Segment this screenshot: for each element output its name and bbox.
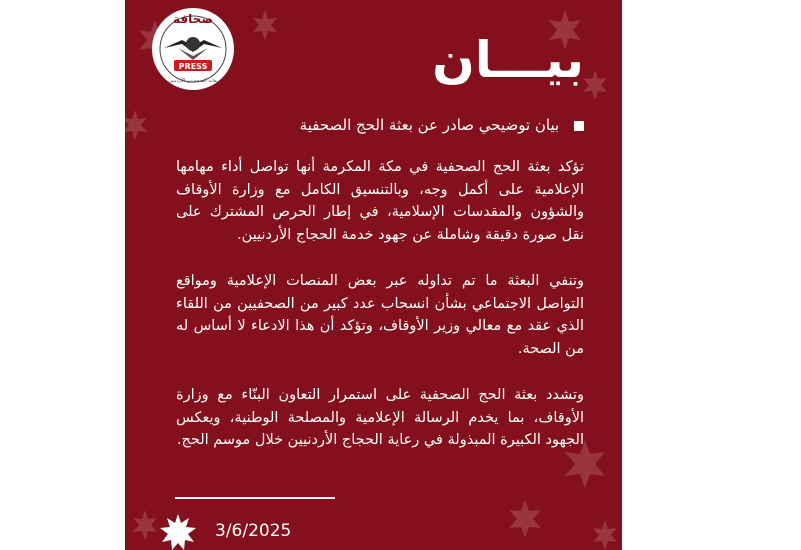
square-bullet-icon — [574, 121, 584, 131]
paragraph-1: تؤكد بعثة الحج الصحفية في مكة المكرمة أنها تواصل أداء مهامها الإعلامية على أكمل وجه، وبالتنسيق الكامل مع وزارة الأوقاف والشؤون والمقدسات الإسلامية، في إطار الحرص المشترك على نقل صورة دقيقة وشاملة عن جهود خدمة الحجاج الأردنيين. — [176, 159, 584, 243]
subtitle: بيان توضيحي صادر عن بعثة الحج الصحفية — [299, 116, 560, 134]
jordan-star-icon — [160, 514, 196, 550]
press-logo-icon — [150, 6, 236, 92]
logo-badge-text: PRESS — [178, 62, 208, 71]
logo-ring-text: نقابة الصحفيين الأردنيين — [168, 78, 218, 84]
paragraph-3: وتشدد بعثة الحج الصحفية على استمرار التعاون البنّاء مع وزارة الأوقاف، بما يخدم الرسالة الإعلامية والمصلحة الوطنية، ويعكس الجهود الكبيرة المبذولة في رعاية الحجاج الأردنيين خلال موسم الحج. — [176, 387, 584, 448]
statement-card — [125, 0, 622, 550]
page-title: بيـــان — [432, 31, 584, 89]
logo-top-text: صحافة — [173, 12, 213, 26]
divider — [175, 497, 335, 499]
subtitle-row — [174, 114, 584, 136]
paragraph-2: وتنفي البعثة ما تم تداوله عبر بعض المنصات الإعلامية ومواقع التواصل الاجتماعي بشأن انسحاب عدد كبير من الصحفيين من اللقاء الذي عقد مع معالي وزير الأوقاف، وتؤكد أن هذا الادعاء لا أساس له من الصحة. — [176, 273, 584, 357]
date: 3/6/2025 — [215, 521, 292, 541]
statement-body — [176, 156, 584, 476]
